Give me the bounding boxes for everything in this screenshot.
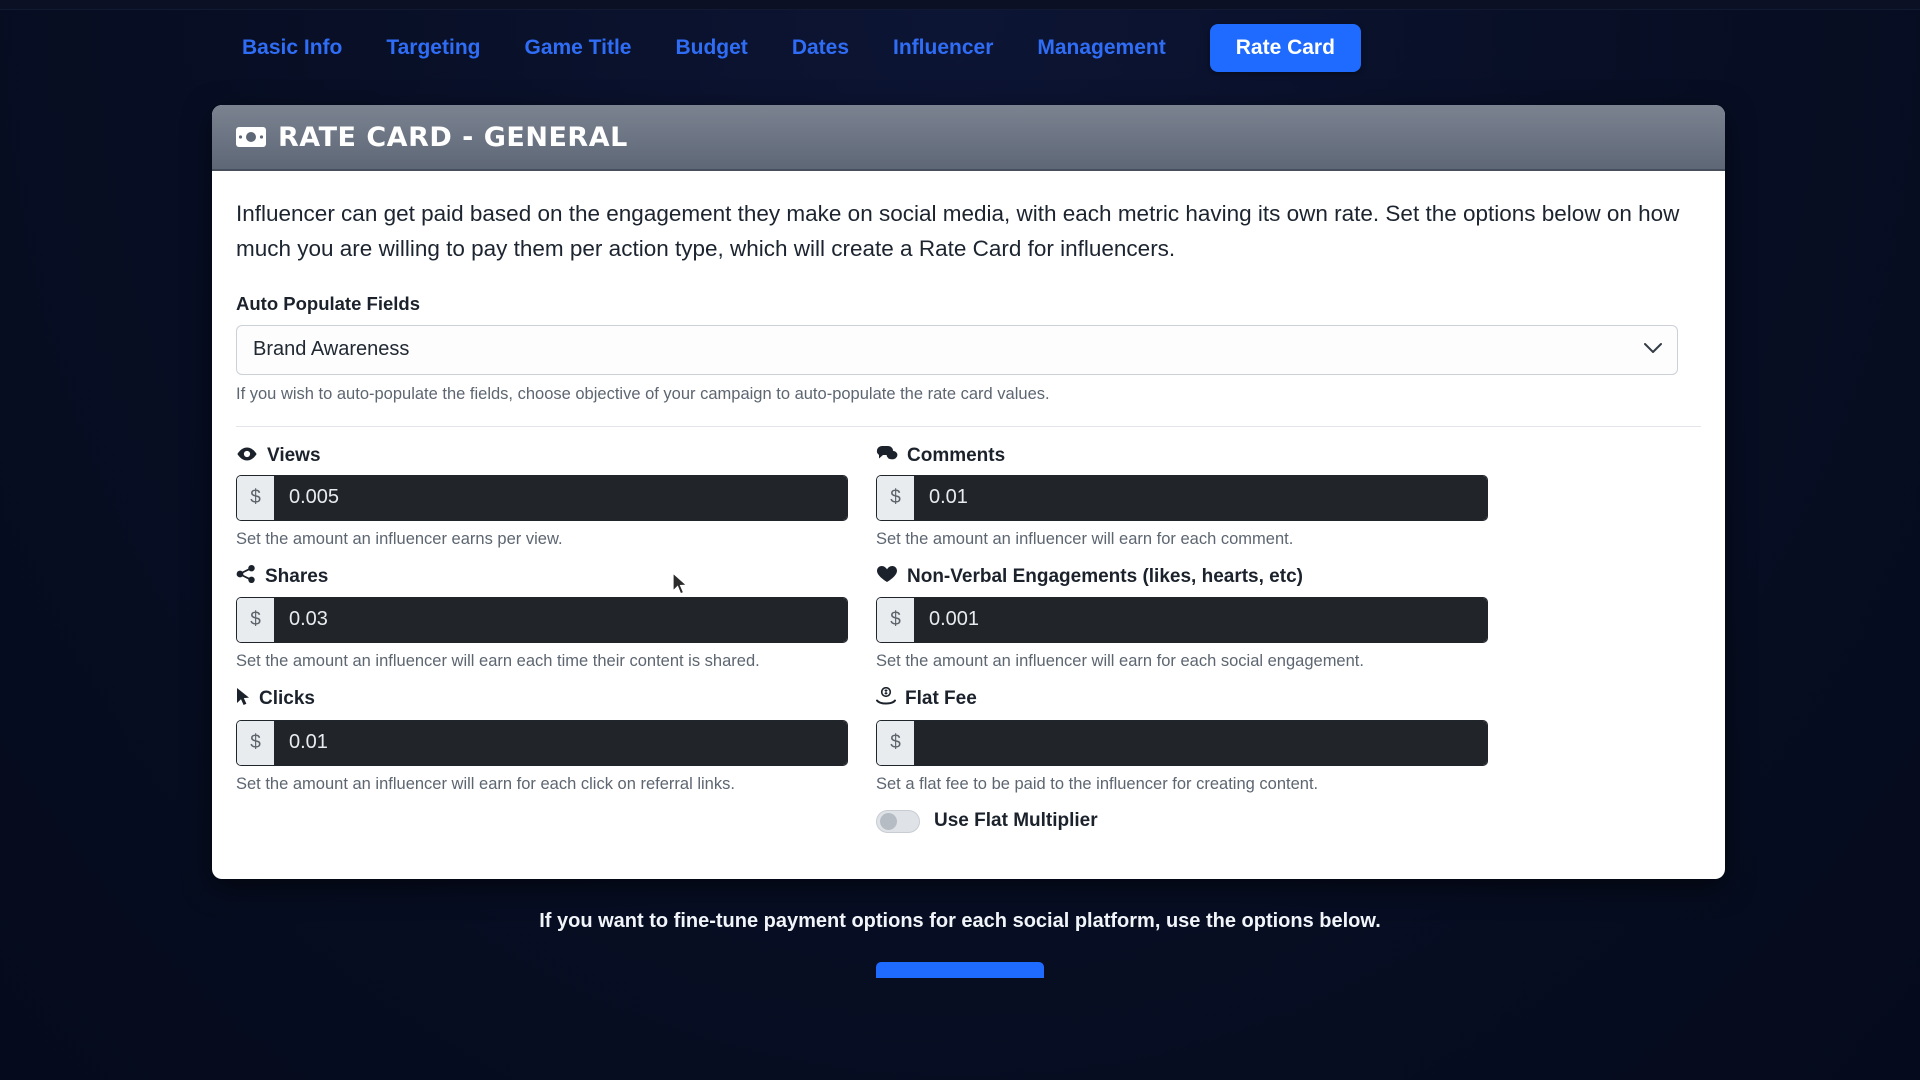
hand-coin-icon — [876, 687, 896, 712]
field-shares-currency-prefix: $ — [237, 598, 275, 642]
field-clicks-helper: Set the amount an influencer will earn for each click on referral links. — [236, 774, 735, 793]
field-flat-fee-helper: Set a flat fee to be paid to the influencer for creating content. — [876, 774, 1319, 793]
field-views-currency-prefix: $ — [237, 476, 275, 520]
field-comments-input-row[interactable] — [876, 475, 1488, 521]
fine-tune-footnote: If you want to fine-tune payment options for each social platform, use the options below. — [539, 910, 1381, 932]
field-non-verbal-helper: Set the amount an influencer will earn for each social engagement. — [876, 651, 1364, 670]
rate-card-header — [212, 105, 1725, 171]
field-shares-label: Shares — [265, 565, 329, 587]
field-comments-input[interactable]: 0.01 — [915, 476, 1487, 520]
field-views — [236, 445, 848, 549]
field-views-helper: Set the amount an influencer earns per view. — [236, 529, 563, 548]
share-icon — [236, 565, 256, 589]
comments-icon — [876, 445, 898, 467]
auto-populate-helper: If you wish to auto-populate the fields, choose objective of your campaign to auto-populate the rate card values. — [236, 384, 1050, 403]
nav-item-budget[interactable]: Budget — [675, 36, 748, 59]
field-flat-fee-input[interactable] — [915, 721, 1487, 765]
bottom-primary-button[interactable] — [876, 962, 1044, 978]
nav-item-dates[interactable]: Dates — [791, 36, 850, 59]
field-non-verbal-label-row — [876, 565, 1488, 589]
nav-item-rate-card[interactable]: Rate Card — [1210, 24, 1361, 72]
section-divider — [236, 426, 1701, 427]
field-shares-input[interactable]: 0.03 — [275, 598, 847, 642]
field-clicks-input-row[interactable] — [236, 720, 848, 766]
field-comments-label-row — [876, 445, 1488, 467]
auto-populate-select-wrap — [236, 325, 1678, 375]
field-flat-fee-label-row — [876, 687, 1488, 712]
rate-card-intro-text: Influencer can get paid based on the engagement they make on social media, with each metric having its own rate. Set the options below on how much you are willing to pay them per action type, which will create a Rate Card for influencers. — [236, 201, 1680, 261]
heart-icon — [876, 565, 898, 589]
field-views-input-row[interactable] — [236, 475, 848, 521]
cursor-arrow-icon — [236, 687, 250, 712]
auto-populate-selected-value: Brand Awareness — [253, 338, 410, 361]
field-flat-fee — [876, 687, 1488, 833]
use-flat-multiplier-label: Use Flat Multiplier — [934, 810, 1098, 832]
field-clicks — [236, 687, 848, 833]
field-non-verbal-input[interactable]: 0.001 — [915, 598, 1487, 642]
auto-populate-label: Auto Populate Fields — [236, 292, 420, 314]
field-shares — [236, 565, 848, 671]
field-clicks-label-row — [236, 687, 848, 712]
campaign-step-nav — [0, 10, 1920, 82]
field-non-verbal-engagements — [876, 565, 1488, 671]
eye-icon — [236, 445, 258, 467]
use-flat-multiplier-toggle[interactable] — [876, 810, 920, 833]
money-bill-icon — [236, 127, 266, 147]
nav-item-basic-info[interactable]: Basic Info — [242, 36, 343, 59]
field-comments-label: Comments — [907, 444, 1006, 466]
field-comments-currency-prefix: $ — [877, 476, 915, 520]
nav-item-influencer[interactable]: Influencer — [893, 36, 994, 59]
rate-card-panel — [212, 105, 1725, 879]
rate-card-title: RATE CARD - GENERAL — [278, 121, 628, 153]
field-views-input[interactable]: 0.005 — [275, 476, 847, 520]
page-background — [0, 10, 1920, 1080]
field-non-verbal-currency-prefix: $ — [877, 598, 915, 642]
field-views-label: Views — [267, 444, 321, 466]
nav-item-targeting[interactable]: Targeting — [386, 36, 481, 59]
field-shares-input-row[interactable] — [236, 597, 848, 643]
field-clicks-input[interactable]: 0.01 — [275, 721, 847, 765]
field-flat-fee-label: Flat Fee — [905, 688, 977, 710]
field-flat-fee-input-row[interactable] — [876, 720, 1488, 766]
field-non-verbal-input-row[interactable] — [876, 597, 1488, 643]
field-flat-fee-currency-prefix: $ — [877, 721, 915, 765]
field-non-verbal-label: Non-Verbal Engagements (likes, hearts, etc) — [907, 565, 1303, 587]
toggle-knob — [880, 813, 897, 830]
rate-fields-grid — [236, 445, 1701, 849]
browser-top-edge — [0, 0, 1920, 10]
field-views-label-row — [236, 445, 848, 467]
field-shares-label-row — [236, 565, 848, 589]
field-comments — [876, 445, 1488, 549]
field-comments-helper: Set the amount an influencer will earn for each comment. — [876, 529, 1294, 548]
nav-item-management[interactable]: Management — [1037, 36, 1166, 59]
rate-card-body — [212, 171, 1725, 879]
field-clicks-currency-prefix: $ — [237, 721, 275, 765]
flat-multiplier-row — [876, 810, 1488, 833]
field-clicks-label: Clicks — [259, 688, 315, 710]
nav-item-game-title[interactable]: Game Title — [524, 36, 632, 59]
field-shares-helper: Set the amount an influencer will earn each time their content is shared. — [236, 651, 760, 670]
auto-populate-select[interactable] — [236, 325, 1678, 375]
